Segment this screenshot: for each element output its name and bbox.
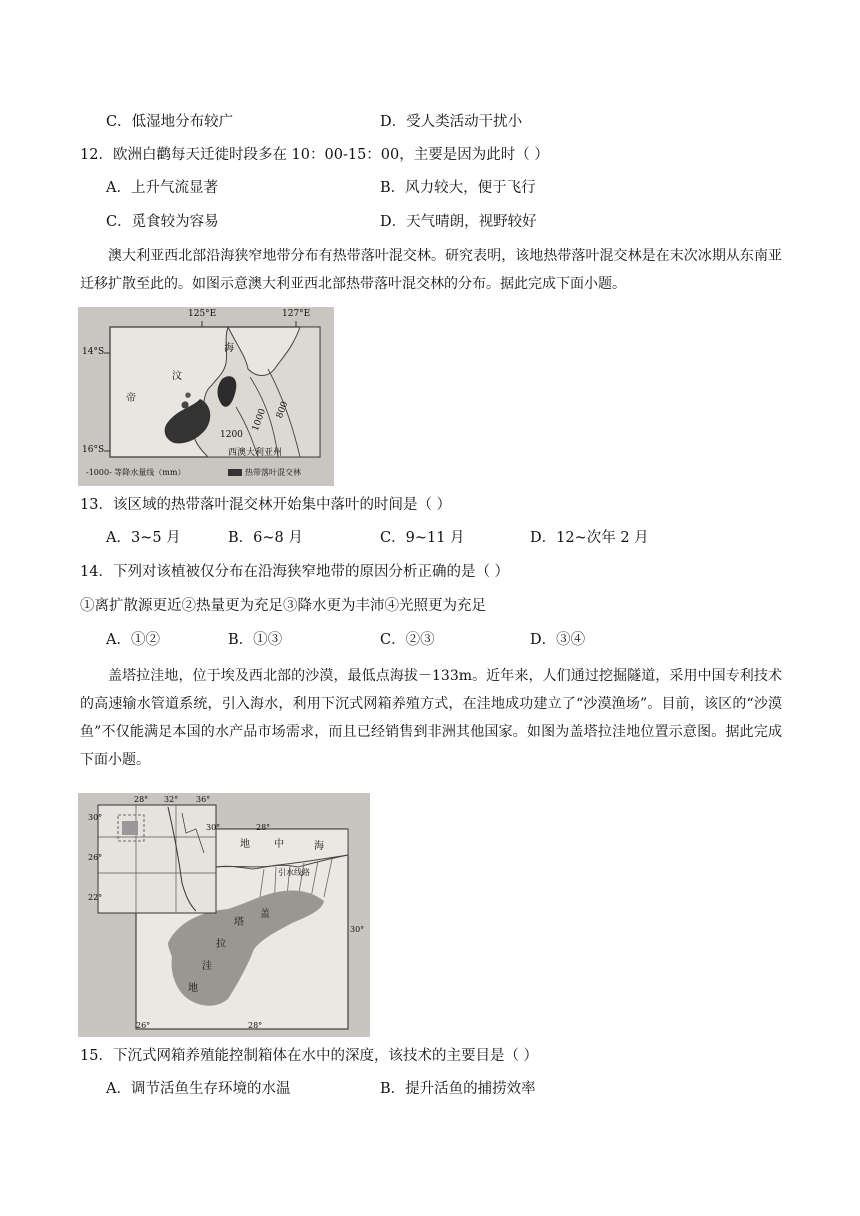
map1-lon-125: 125°E (188, 309, 217, 319)
map2-lat-30-right: 30° (350, 925, 365, 934)
q14-option-a: A．①② (106, 632, 160, 648)
map2-depression-la: 拉 (216, 939, 226, 950)
map2-inset-lat-30: 30° (88, 813, 103, 822)
q13-option-a: A．3~5 月 (106, 530, 181, 546)
map2-sea-zhong: 中 (274, 839, 284, 850)
map2-sea-di: 地 (240, 839, 250, 850)
q11-option-c: C．低湿地分布较广 (106, 114, 234, 130)
passage-australia: 澳大利亚西北部沿海狭窄地带分布有热带落叶混交林。研究表明，该地热带落叶混交林是在末次冰期从东南亚迁移扩散至此的。如图示意澳大利亚西北部热带落叶混交林的分布。据此完成下面小题。 (80, 248, 782, 292)
map-australia-forest (78, 307, 334, 486)
q13-stem: 13．该区域的热带落叶混交林开始集中落叶的时间是（ ） (80, 497, 452, 513)
map2-lon-28-bottom: 28° (248, 1021, 263, 1030)
q12-option-a: A．上升气流显著 (106, 180, 218, 196)
q15-stem: 15．下沉式网箱养殖能控制箱体在水中的深度，该技术的主要目是（ ） (80, 1048, 539, 1064)
map2-pipeline-label: 引水线路 (278, 868, 310, 877)
map2-sea-hai: 海 (314, 841, 324, 852)
map1-lat-16: 16°S (82, 445, 105, 455)
map-qattara-depression (78, 793, 370, 1037)
legend-forest-swatch (228, 469, 242, 476)
map2-inset-lat-22: 22° (88, 893, 103, 902)
q13-option-b: B．6~8 月 (228, 530, 303, 546)
map1-iso-1200: 1200 (220, 430, 243, 440)
map1-sea-hai: 海 (224, 343, 234, 354)
map2-lon-28-top: 28° (256, 823, 271, 832)
map1-iso-800: 800 (274, 400, 291, 420)
map2-depression-ta: 塔 (234, 917, 244, 928)
q14-option-d: D．③④ (530, 632, 586, 648)
map2-depression-gai: 盖 (260, 909, 270, 920)
q11-option-d: D．受人类活动干扰小 (380, 114, 523, 130)
map1-region-label: 西澳大利亚州 (228, 448, 283, 458)
map2-depression-wa: 洼 (202, 961, 212, 972)
map1-iso-1000: 1000 (250, 407, 269, 433)
map2-lon-26: 26° (136, 1021, 151, 1030)
q15-option-a: A．调节活鱼生存环境的水温 (106, 1081, 291, 1097)
q14-option-c: C．②③ (380, 632, 435, 648)
q14-stem: 14．下列对该植被仅分布在沿海狭窄地带的原因分析正确的是（ ） (80, 564, 510, 580)
map1-lon-127: 127°E (282, 309, 311, 319)
map1-legend-forest: 热带落叶混交林 (245, 468, 301, 477)
q12-option-d: D．天气晴朗，视野较好 (380, 214, 537, 230)
passage-qattara: 盖塔拉洼地，位于埃及西北部的沙漠，最低点海拔－133m。近年来，人们通过挖掘隧道，采用中国专利技术的高速输水管道系统，引入海水，利用下沉式网箱养殖方式，在洼地成功建立了“沙漠渔场”。目前，该区的“沙漠鱼”不仅能满足本国的水产品市场需求，而且已经销售到非洲其他国家。如图为盖塔拉洼地位置示意图。据此完成下面小题。 (80, 668, 782, 768)
map2-lat-30-left: 30° (206, 823, 221, 832)
map1-legend-isohyet: -1000- 等降水量线（mm） (86, 468, 186, 477)
q13-option-d: D．12~次年 2 月 (530, 530, 649, 546)
q12-option-b: B．风力较大，便于飞行 (380, 180, 536, 196)
map2-inset-lat-26: 26° (88, 853, 103, 862)
map2-inset-lon-36: 36° (196, 795, 211, 804)
q15-option-b: B．提升活鱼的捕捞效率 (380, 1081, 536, 1097)
q14-items: ①离扩散源更近②热量更为充足③降水更为丰沛④光照更为充足 (80, 598, 486, 614)
map1-sea-di: 帝 (126, 393, 136, 404)
map1-sea-wen: 汶 (172, 371, 182, 382)
q14-option-b: B．①③ (228, 632, 283, 648)
q12-option-c: C．觅食较为容易 (106, 214, 219, 230)
q13-option-c: C．9~11 月 (380, 530, 465, 546)
q12-stem: 12．欧洲白鹳每天迁徙时段多在 10：00-15：00，主要是因为此时（ ） (80, 147, 549, 163)
map2-inset-lon-28: 28° (134, 795, 149, 804)
map2-inset-lon-32: 32° (164, 795, 179, 804)
map2-depression-di: 地 (188, 983, 198, 994)
map1-lat-14: 14°S (82, 347, 105, 357)
